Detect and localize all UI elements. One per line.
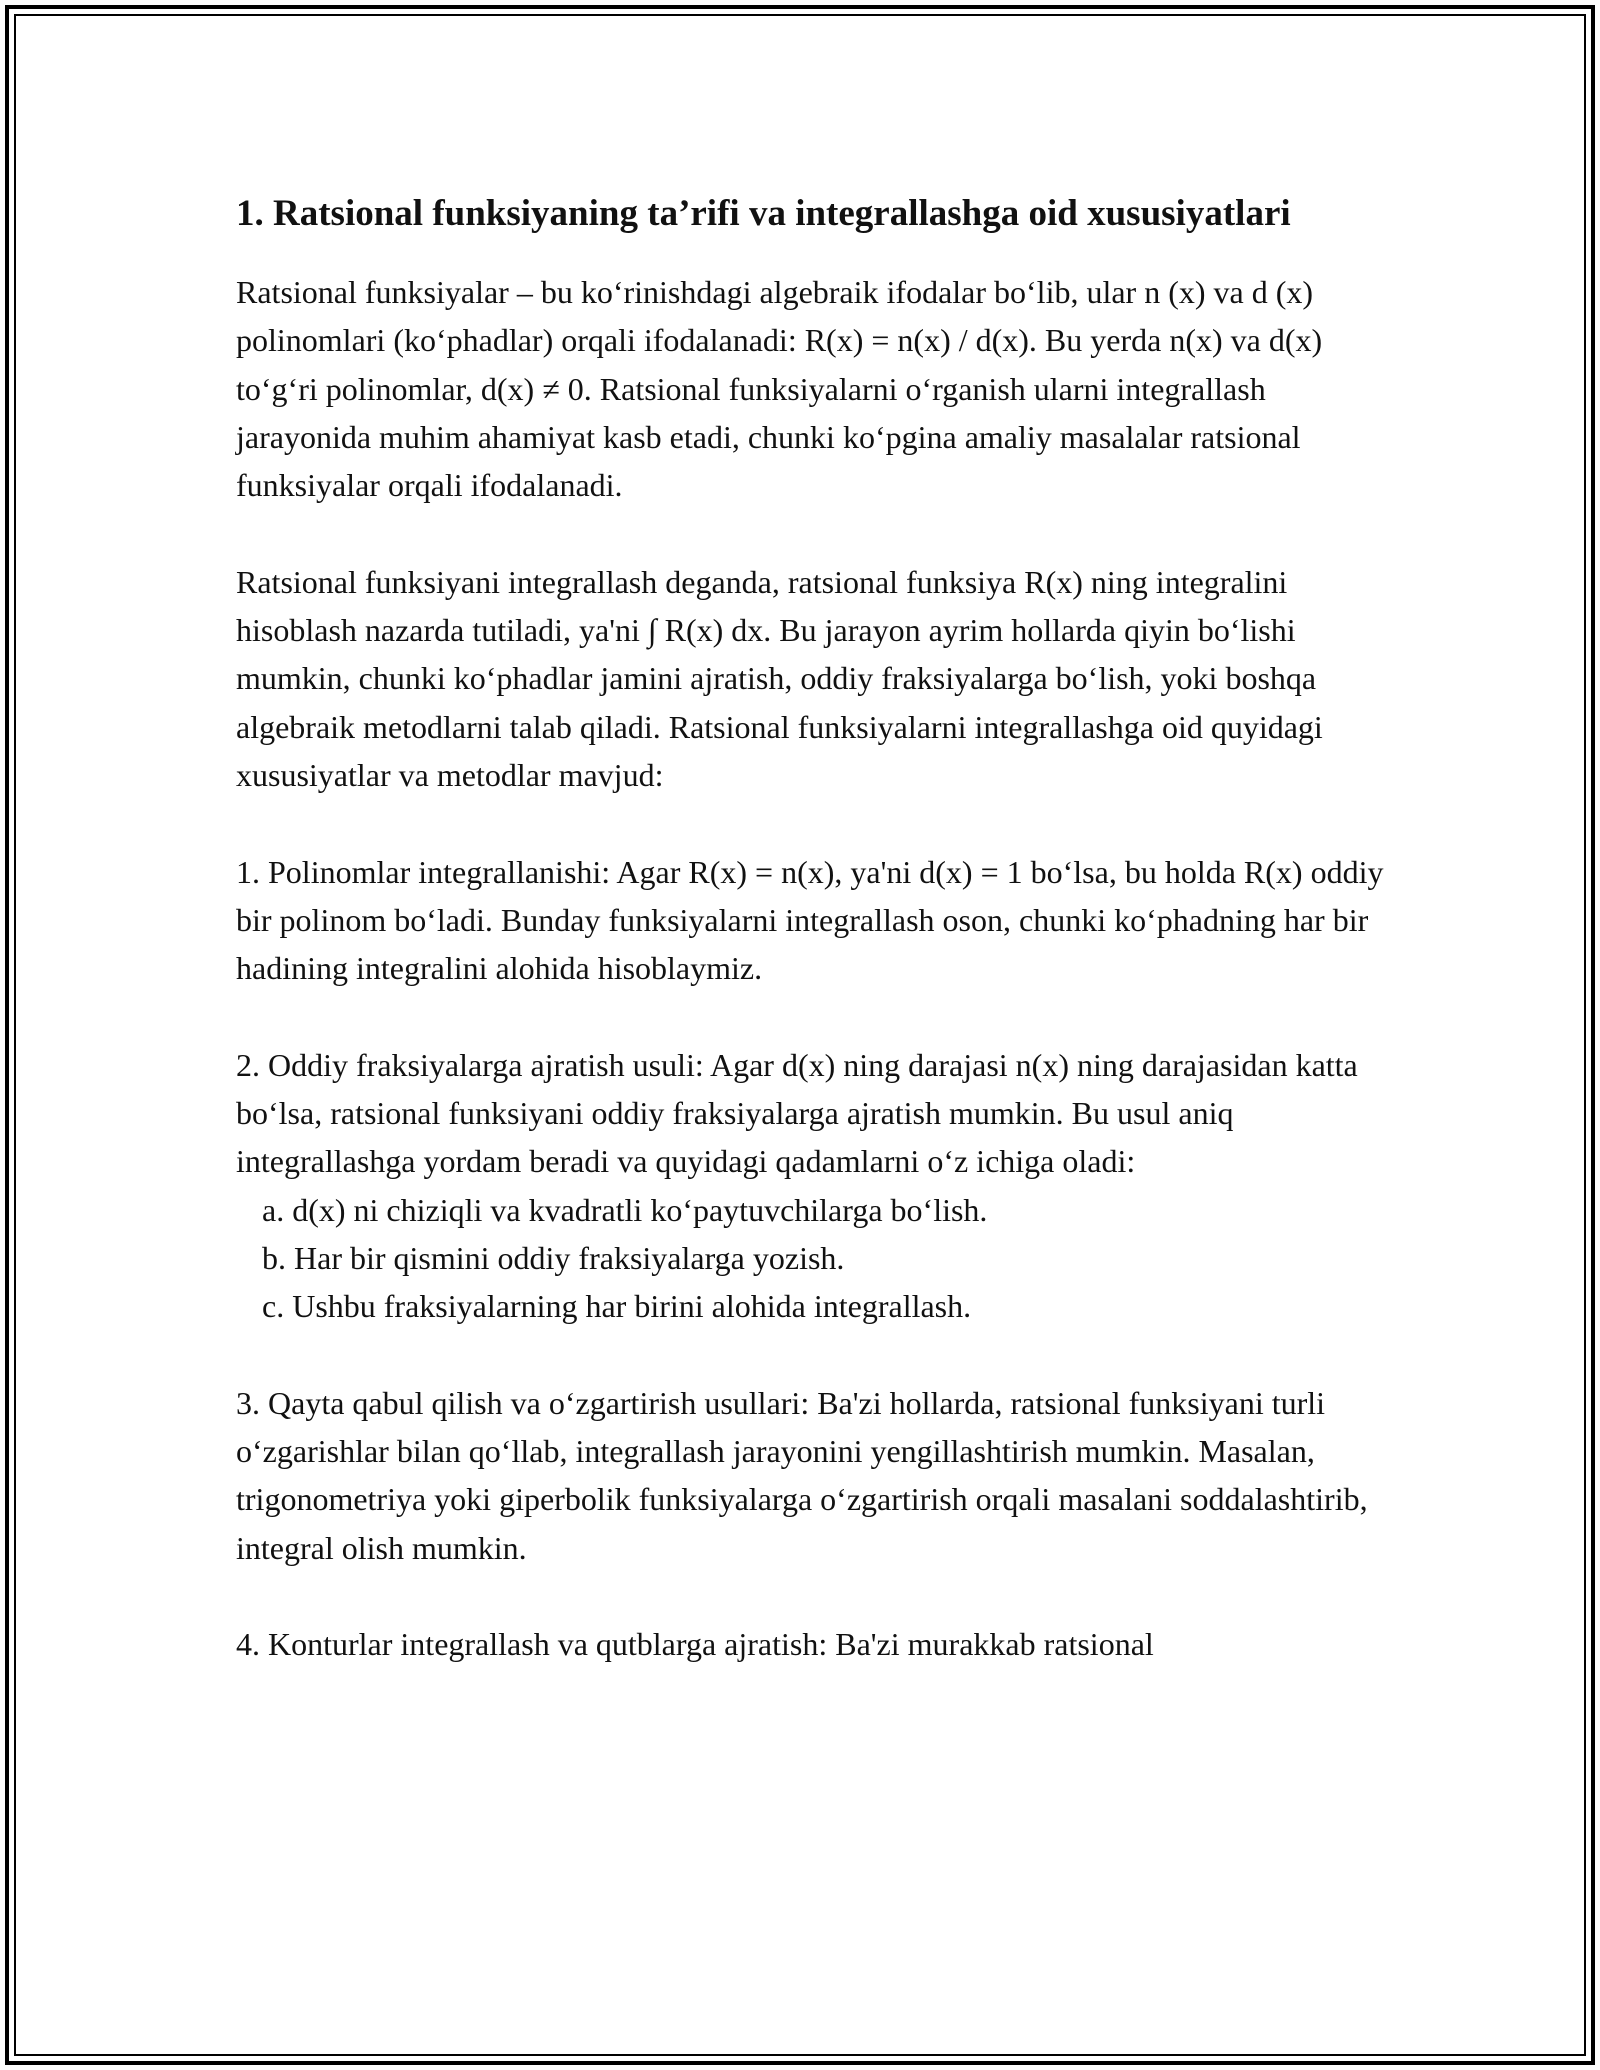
paragraph-definition: Ratsional funksiyalar – bu ko‘rinishdagi algebraik ifodalar bo‘lib, ular n (x) va d (x) polinomlari (ko‘phadlar) orqali ifodalanadi: R(x) = n(x) / d(x). Bu yerda n(x) va d(x) to‘g‘ri polinomlar, d(x) ≠ 0. Ratsional funksiyalarni o‘rganish ularni integrallash jarayonida muhim ahamiyat kasb etadi, chunki ko‘pgina amaliy masalalar ratsional funksiyalar orqali ifodalanadi. (236, 274, 1323, 504)
list-item-partial-fractions-text: 2. Oddiy fraksiyalarga ajratish usuli: Agar d(x) ning darajasi n(x) ning darajasidan katta bo‘lsa, ratsional funksiyani oddiy fraksiyalarga ajratish mumkin. Bu usul aniq integrallashga yordam beradi va quyidagi qadamlarni o‘z ichiga oladi: (236, 1046, 1358, 1180)
paragraph-gap (236, 799, 1386, 847)
paragraph-integration: Ratsional funksiyani integrallash deganda, ratsional funksiya R(x) ning integralini hisoblash nazarda tutiladi, ya'ni ∫ R(x) dx. Bu jarayon ayrim hollarda qiyin bo‘lishi mumkin, chunki ko‘phadlar jamini ajratish, oddiy fraksiyalarga bo‘lish, yoki boshqa algebraik metodlarni talab qiladi. Ratsional funksiyalarni integrallashga oid quyidagi xususiyatlar va metodlar mavjud: (236, 563, 1323, 793)
sub-item-c: c. Ushbu fraksiyalarning har birini alohida integrallash. (262, 1288, 972, 1325)
paragraph-gap (236, 1331, 1386, 1379)
paragraph-gap (236, 509, 1386, 557)
list-item-substitution: 3. Qayta qabul qilish va o‘zgartirish usullari: Ba'zi hollarda, ratsional funksiyani turli o‘zgarishlar bilan qo‘llab, integrallash jarayonini yengillashtirish mumkin. Masalan, trigonometriya yoki giperbolik funksiyalarga o‘zgartirish orqali masalani soddalashtirib, integral olish mumkin. (236, 1384, 1368, 1566)
document-body (236, 186, 1386, 1669)
paragraph-gap (236, 992, 1386, 1040)
list-item-partial-fractions (236, 1041, 1386, 1331)
list-item-polynomials: 1. Polinomlar integrallanishi: Agar R(x) = n(x), ya'ni d(x) = 1 bo‘lsa, bu holda R(x) oddiy bir polinom bo‘ladi. Bunday funksiyalarni integrallash oson, chunki ko‘phadning har bir hadining integralini alohida hisoblaymiz. (236, 853, 1384, 987)
sub-item-a: a. d(x) ni chiziqli va kvadratli ko‘paytuvchilarga bo‘lish. (262, 1191, 988, 1228)
section-title: 1. Ratsional funksiyaning ta’rifi va integrallashga oid xususiyatlari (236, 193, 1291, 234)
sub-item-b: b. Har bir qismini oddiy fraksiyalarga yozish. (262, 1239, 845, 1276)
paragraph-gap (236, 1572, 1386, 1620)
list-item-contour: 4. Konturlar integrallash va qutblarga ajratish: Ba'zi murakkab ratsional (236, 1626, 1154, 1663)
